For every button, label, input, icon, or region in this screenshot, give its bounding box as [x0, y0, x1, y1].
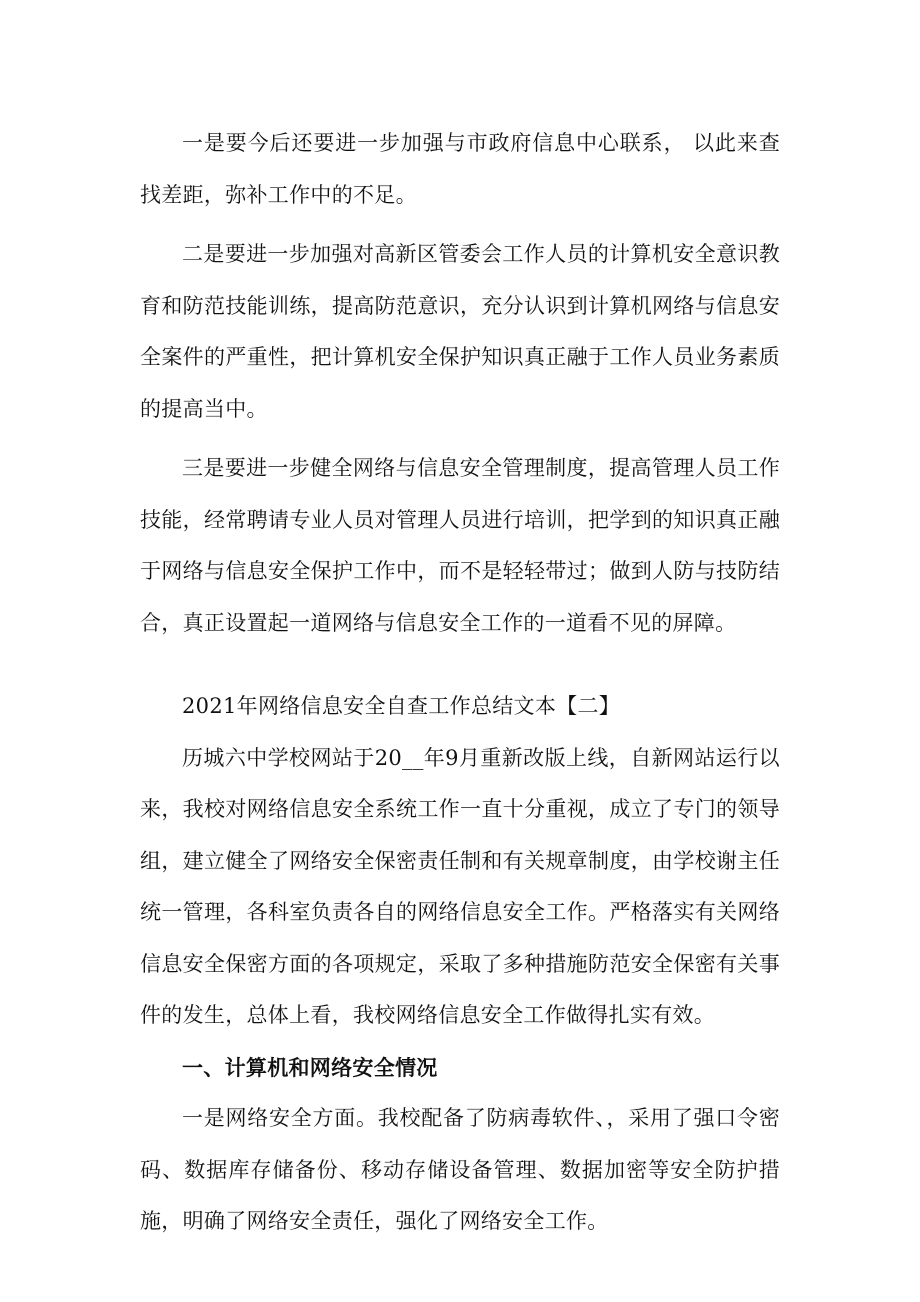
- subheading-1: 一、计算机和网络安全情况: [182, 1054, 438, 1080]
- section-title: 2021年网络信息安全自查工作总结文本【二】: [182, 694, 621, 718]
- paragraph-3: 三是要进一步健全网络与信息安全管理制度，提高管理人员工作技能，经常聘请专业人员对管理人员进行培训，把学到的知识真正融于网络与信息安全保护工作中，而不是轻轻带过；做到人防与技防结合，真正设置起一道网络与信息安全工作的一道看不见的屏障。: [140, 456, 780, 635]
- document-body: [140, 118, 780, 1248]
- paragraph-1: 一是要今后还要进一步加强与市政府信息中心联系， 以此来查找差距，弥补工作中的不足。: [140, 131, 780, 207]
- paragraph-4: 历城六中学校网站于20__年9月重新改版上线，自新网站运行以来，我校对网络信息安全系统工作一直十分重视，成立了专门的领导组，建立健全了网络安全保密责任制和有关规章制度，由学校谢主任统一管理，各科室负责各自的网络信息安全工作。严格落实有关网络信息安全保密方面的各项规定，采取了多种措施防范安全保密有关事件的发生，总体上看，我校网络信息安全工作做得扎实有效。: [140, 745, 780, 1027]
- paragraph-5: 一是网络安全方面。我校配备了防病毒软件、，采用了强口令密码、数据库存储备份、移动存储设备管理、数据加密等安全防护措施，明确了网络安全责任，强化了网络安全工作。: [140, 1106, 780, 1233]
- paragraph-2: 二是要进一步加强对高新区管委会工作人员的计算机安全意识教育和防范技能训练，提高防范意识，充分认识到计算机网络与信息安全案件的严重性，把计算机安全保护知识真正融于工作人员业务素质的提高当中。: [140, 242, 780, 421]
- paragraph-spacer: [140, 221, 780, 229]
- section-title-block: [140, 681, 780, 733]
- paragraph-spacer: [140, 435, 780, 443]
